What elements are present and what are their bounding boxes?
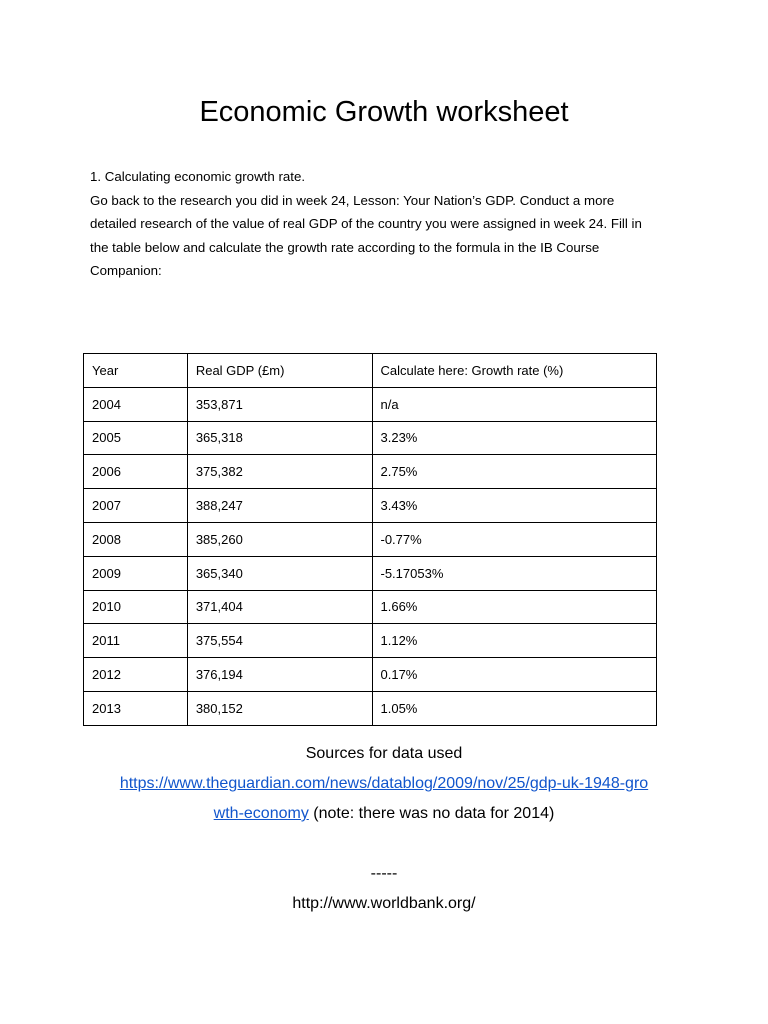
growth-rate-cell: 2.75%: [372, 455, 657, 489]
table-row: [84, 455, 657, 489]
table-row: [84, 658, 657, 692]
gdp-cell: 365,318: [187, 421, 372, 455]
year-cell: 2011: [84, 624, 188, 658]
gdp-table: [83, 353, 657, 726]
question-heading: 1. Calculating economic growth rate.: [90, 169, 306, 184]
instruction-line: Go back to the research you did in week 24, Lesson: Your Nation’s GDP. Conduct a more: [90, 192, 615, 208]
growth-rate-cell: 1.12%: [372, 624, 657, 658]
gdp-cell: 353,871: [187, 387, 372, 421]
guardian-link[interactable]: https://www.theguardian.com/news/datablog/2009/nov/25/gdp-uk-1948-gro: [119, 775, 649, 792]
year-cell: 2005: [84, 421, 188, 455]
gdp-cell: 365,340: [187, 556, 372, 590]
guardian-link-continued[interactable]: wth-economy: [213, 805, 309, 822]
table-header-row: [84, 354, 657, 388]
gdp-cell: 371,404: [187, 590, 372, 624]
growth-rate-cell: 3.43%: [372, 489, 657, 523]
growth-rate-cell: 0.17%: [372, 658, 657, 692]
table-row: [84, 691, 657, 725]
year-cell: 2008: [84, 522, 188, 556]
page-title: Economic Growth worksheet: [199, 96, 569, 128]
table-row: [84, 624, 657, 658]
gdp-cell: 380,152: [187, 691, 372, 725]
instruction-line: the table below and calculate the growth rate according to the formula in the IB Course: [90, 239, 600, 255]
instruction-line: Companion:: [90, 263, 162, 279]
table-row: [84, 489, 657, 523]
table-row: [84, 421, 657, 455]
sources-heading: Sources for data used: [305, 745, 463, 762]
gdp-cell: 388,247: [187, 489, 372, 523]
year-cell: 2006: [84, 455, 188, 489]
column-header-real-gdp: Real GDP (£m): [187, 354, 372, 388]
table-row: [84, 556, 657, 590]
guardian-source-line-1: [0, 769, 768, 799]
source-note: (note: there was no data for 2014): [308, 805, 555, 822]
growth-rate-cell: 1.66%: [372, 590, 657, 624]
instructions: [90, 165, 690, 283]
sources-section: [0, 739, 768, 919]
table-row: [84, 522, 657, 556]
year-cell: 2013: [84, 691, 188, 725]
growth-rate-cell: n/a: [372, 387, 657, 421]
worldbank-source: http://www.worldbank.org/: [292, 895, 476, 912]
growth-rate-cell: -0.77%: [372, 522, 657, 556]
gdp-cell: 376,194: [187, 658, 372, 692]
separator: -----: [370, 865, 398, 882]
growth-rate-cell: 1.05%: [372, 691, 657, 725]
year-cell: 2009: [84, 556, 188, 590]
guardian-source-line-2: [0, 799, 768, 829]
gdp-cell: 385,260: [187, 522, 372, 556]
year-cell: 2012: [84, 658, 188, 692]
year-cell: 2007: [84, 489, 188, 523]
growth-rate-cell: 3.23%: [372, 421, 657, 455]
table-row: [84, 590, 657, 624]
column-header-growth-rate: Calculate here: Growth rate (%): [372, 354, 657, 388]
gdp-cell: 375,554: [187, 624, 372, 658]
gdp-cell: 375,382: [187, 455, 372, 489]
year-cell: 2010: [84, 590, 188, 624]
column-header-year: Year: [84, 354, 188, 388]
year-cell: 2004: [84, 387, 188, 421]
growth-rate-cell: -5.17053%: [372, 556, 657, 590]
table-row: [84, 387, 657, 421]
instruction-line: detailed research of the value of real GDP of the country you were assigned in week 24. Fill in: [90, 216, 642, 232]
